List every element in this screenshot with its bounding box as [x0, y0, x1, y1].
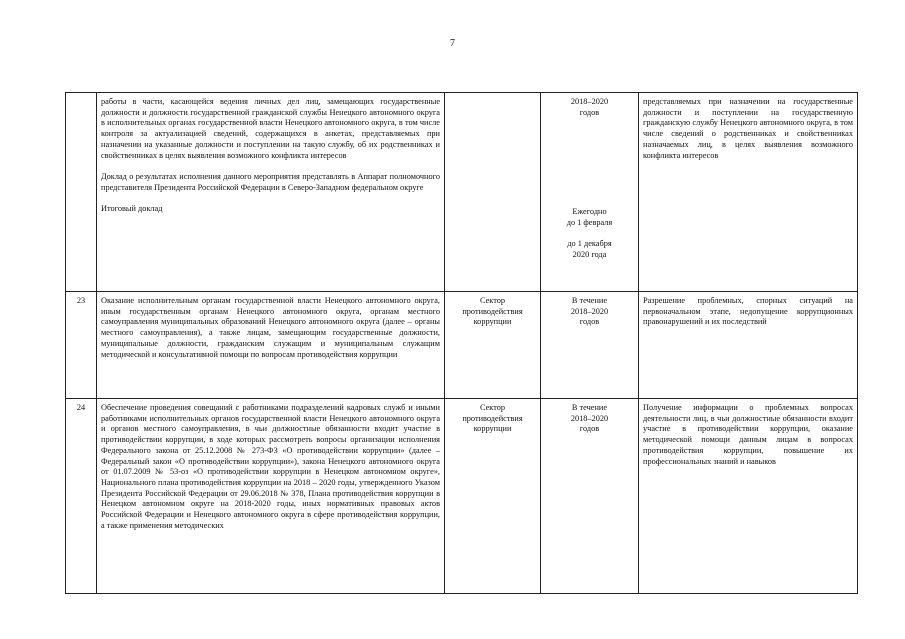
term-annual-date: до 1 февраля [566, 218, 613, 228]
result-cell: представляемых при назначении на государственные должности и поступлении на государственную гражданскую службу Ненецкого автономного округа, в том числе сведений о родственниках и свойственниках назначаемых лиц, в целях выявления возможного конфликта интересов [639, 93, 858, 292]
page-number: 7 [450, 38, 455, 49]
responsible-cell [445, 399, 541, 594]
term-cell [541, 399, 639, 594]
result-cell: Разрешение проблемных, спорных ситуаций на первоначальном этапе, недопущение коррупционных правонарушений и их последствий [639, 292, 858, 399]
table-row [66, 399, 858, 594]
responsible-line: коррупции [473, 424, 512, 434]
activity-cell: Обеспечение проведения совещаний с работниками подразделений кадровых служб и иными работниками исполнительных органов государственной власти Ненецкого автономного округа и органов местного самоуправления, в чьи должностные обязанности входит участие в противодействии коррупции, в ходе которых рассмотреть вопросы организации исполнения Федерального закона от 25.12.2008 № 273-ФЗ «О противодействии коррупции» (далее – Федеральный закон «О противодействии коррупции»), закона Ненецкого автономного округа от 01.07.2009 № 53-оз «О противодействии коррупции в Ненецком автономном округе», Национального плана противодействия коррупции на 2018 – 2020 годы, утвержденного Указом Президента Российской Федерации от 29.06.2018 № 378, Плана противодействия коррупции в Ненецком автономном округе на 2018-2020 годы, иных нормативных правовых актов Российской Федерации и Ненецкого автономного округа в сфере противодействия коррупции, а также применения методических [97, 399, 445, 594]
term-line: 2018–2020 [570, 413, 609, 423]
term-line: В течение [571, 296, 608, 305]
responsible-line: противодействия [462, 413, 523, 423]
row-number [66, 93, 97, 292]
result-cell: Получение информации о проблемных вопросах деятельности лиц, в чьи должностные обязанности входит участие в противодействии коррупции, оказание методической помощи данным лицам в вопросах противодействия коррупции, повышение их профессиональных знаний и навыков [639, 399, 858, 594]
term-period-unit: годов [579, 107, 600, 117]
term-cell [541, 93, 639, 292]
responsible-line: Сектор [479, 403, 506, 412]
term-line: В течение [571, 403, 608, 412]
term-final: до 1 декабря [567, 238, 612, 248]
term-annual: Ежегодно [572, 207, 607, 217]
activity-cell: Оказание исполнительным органам государственной власти Ненецкого автономного округа, иным государственным органам Ненецкого автономного округа, органам местного самоуправления муниципальных образований Ненецкого автономного округа (далее – органы местного самоуправления), а также лицам, замещающим государственные должности, муниципальные должности, гражданским служащим и муниципальным служащим методической и консультативной помощи по вопросам противодействия коррупции [97, 292, 445, 399]
term-period: 2018–2020 [570, 97, 609, 106]
final-report-label: Итоговый доклад [101, 204, 163, 213]
table-row [66, 292, 858, 399]
report-instruction-text: Доклад о результатах исполнения данного мероприятия представлять в Аппарат полномочного представителя Президента Российской Федерации в Северо-Западном федеральном округе [101, 171, 440, 192]
activity-text: работы в части, касающейся ведения личных дел лиц, замещающих государственные должности и должности государственной гражданской службы Ненецкого автономного округа в исполнительных органах государственной власти Ненецкого автономного округа, в том числе контроля за актуализацией сведений, содержащихся в анкетах, представляемых при назначении на указанные должности и поступлении на такую службу, об их родственниках и свойственниках в целях выявления возможного конфликта интересов [101, 97, 440, 160]
term-line: годов [579, 424, 600, 434]
responsible-cell [445, 93, 541, 292]
term-final-year: 2020 года [572, 249, 607, 259]
table-row [66, 93, 858, 292]
responsible-line: Сектор [479, 296, 506, 305]
term-cell [541, 292, 639, 399]
row-number: 24 [66, 399, 97, 594]
activity-cell [97, 93, 445, 292]
anti-corruption-plan-table [65, 92, 858, 594]
responsible-cell [445, 292, 541, 399]
responsible-line: коррупции [473, 317, 512, 327]
term-line: годов [579, 317, 600, 327]
term-line: 2018–2020 [570, 306, 609, 316]
responsible-line: противодействия [462, 306, 523, 316]
row-number: 23 [66, 292, 97, 399]
